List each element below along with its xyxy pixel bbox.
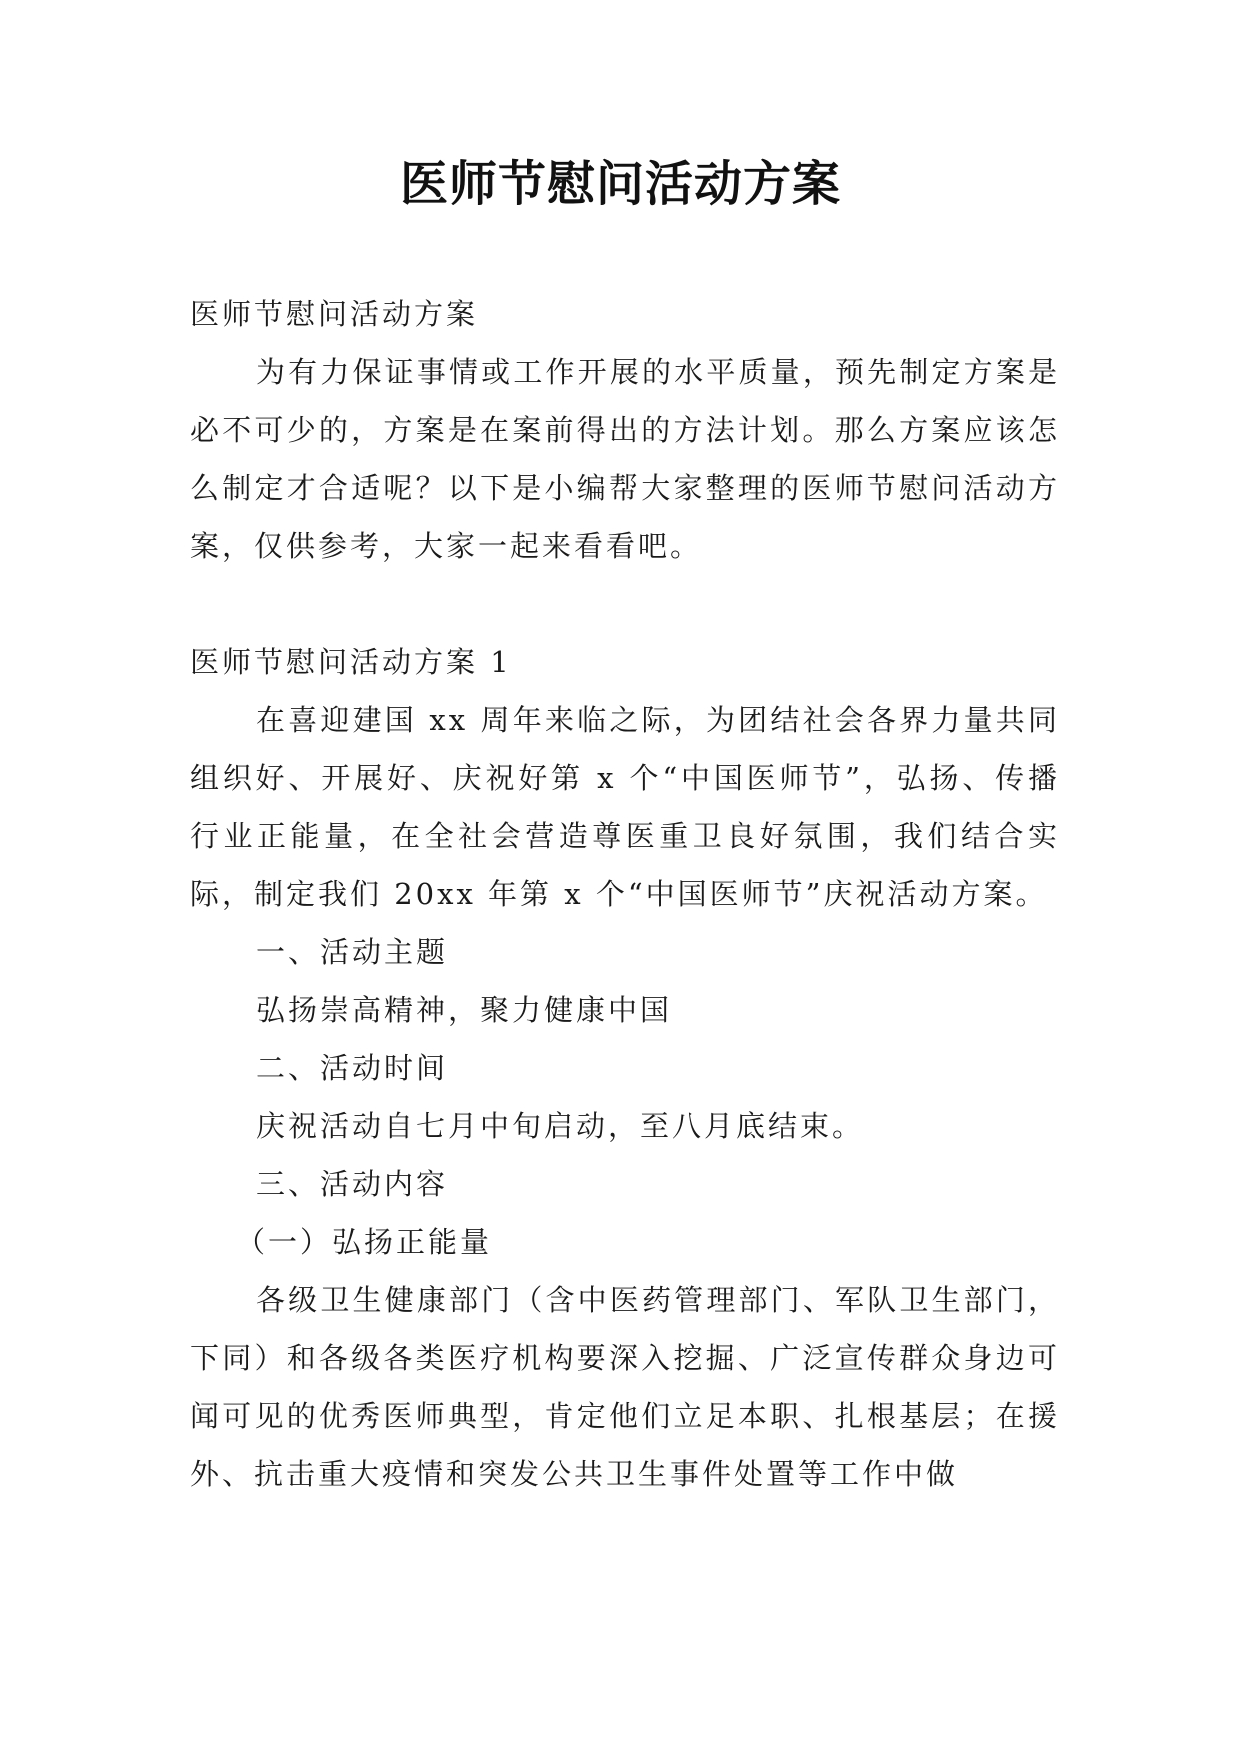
document-title: 医师节慰问活动方案 [399, 156, 841, 212]
section-paragraph: 在喜迎建国 xx 周年来临之际，为团结社会各界力量共同组织好、开展好、庆祝好第 x 个“中国医师节”，弘扬、传播行业正能量，在全社会营造尊医重卫良好氛围，我们结合实际，制定我们 20xx 年第 x 个“中国医师节”庆祝活动方案。 [190, 703, 1060, 911]
time-heading: 二、活动时间 [256, 1051, 449, 1085]
document-body [190, 285, 1060, 1503]
content-heading: 三、活动内容 [256, 1167, 449, 1201]
time-text: 庆祝活动自七月中旬启动，至八月底结束。 [256, 1109, 865, 1143]
paragraph-spacer [190, 575, 1060, 633]
document-subtitle: 医师节慰问活动方案 [190, 297, 479, 331]
content-subheading: （一）弘扬正能量 [236, 1225, 493, 1259]
intro-paragraph: 为有力保证事情或工作开展的水平质量，预先制定方案是必不可少的，方案是在案前得出的方法计划。那么方案应该怎么制定才合适呢？以下是小编帮大家整理的医师节慰问活动方案，仅供参考，大家一起来看看吧。 [190, 355, 1060, 563]
theme-heading: 一、活动主题 [256, 935, 449, 969]
content-paragraph: 各级卫生健康部门（含中医药管理部门、军队卫生部门，下同）和各级各类医疗机构要深入挖掘、广泛宣传群众身边可闻可见的优秀医师典型，肯定他们立足本职、扎根基层；在援外、抗击重大疫情和突发公共卫生事件处置等工作中做 [190, 1283, 1060, 1491]
theme-text: 弘扬崇高精神，聚力健康中国 [256, 993, 673, 1027]
section-heading: 医师节慰问活动方案 1 [190, 645, 512, 679]
